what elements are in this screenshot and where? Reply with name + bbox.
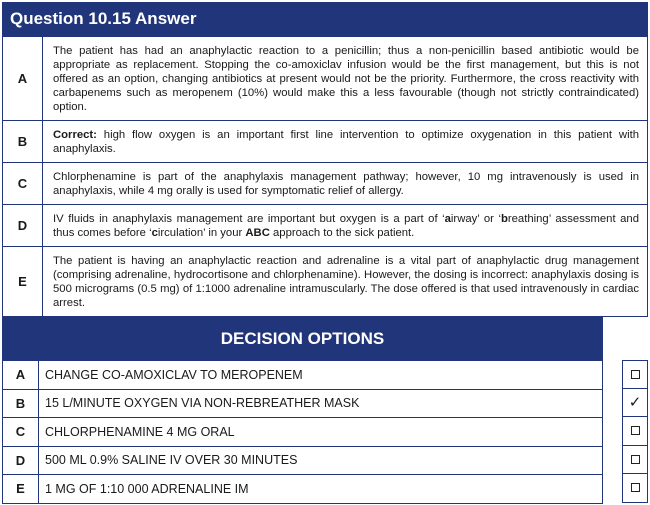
option-label: CHANGE CO-AMOXICLAV TO MEROPENEM — [39, 361, 603, 390]
option-letter: A — [3, 361, 39, 390]
option-letter: D — [3, 446, 39, 475]
checkbox-a[interactable] — [622, 360, 648, 389]
option-letter: C — [3, 418, 39, 447]
answer-letter: B — [3, 121, 43, 163]
answer-letter: E — [3, 247, 43, 317]
decision-options-table — [2, 360, 603, 504]
option-row-e[interactable] — [3, 475, 603, 504]
empty-checkbox-icon — [631, 483, 640, 492]
text-part: IV fluids in anaphylaxis management are important but oxygen is a part of ‘ — [53, 212, 445, 225]
checkmark-icon: ✓ — [628, 393, 642, 411]
text-part: irculation’ in your — [157, 226, 246, 239]
answer-row-a — [3, 37, 648, 121]
checkbox-c[interactable] — [622, 417, 648, 446]
decision-options-title: DECISION OPTIONS — [2, 317, 603, 360]
option-row-d[interactable] — [3, 446, 603, 475]
option-letter: B — [3, 389, 39, 418]
empty-checkbox-icon — [631, 455, 640, 464]
answer-title: Question 10.15 Answer — [2, 2, 648, 36]
text-part: reathing’ assessment and thus comes before ‘ — [53, 212, 639, 239]
answer-row-d — [3, 205, 648, 247]
text-part: approach to the sick patient. — [269, 226, 415, 239]
answer-text — [43, 205, 648, 247]
checkbox-d[interactable] — [622, 446, 648, 475]
text-part: irway’ or ‘ — [450, 212, 501, 225]
option-row-c[interactable] — [3, 418, 603, 447]
text-emphasis: c — [151, 226, 158, 239]
option-row-a[interactable] — [3, 361, 603, 390]
answer-row-e — [3, 247, 648, 317]
option-label: 15 L/MINUTE OXYGEN VIA NON-REBREATHER MASK — [39, 389, 603, 418]
answer-row-c — [3, 163, 648, 205]
answer-row-b — [3, 121, 648, 163]
empty-checkbox-icon — [631, 370, 640, 379]
option-label: 1 MG OF 1:10 000 ADRENALINE IM — [39, 475, 603, 504]
option-label: 500 ML 0.9% SALINE IV OVER 30 MINUTES — [39, 446, 603, 475]
answer-letter: A — [3, 37, 43, 121]
text-emphasis: a — [444, 212, 451, 225]
answer-letter: C — [3, 163, 43, 205]
answer-text — [43, 121, 648, 163]
answer-table — [2, 36, 648, 317]
answer-text: The patient is having an anaphylactic reaction and adrenaline is a vital part of anaphylactic drug management (comprising adrenaline, hydrocortisone and chlorphenamine). However, the dosing is incorrect: anaphylaxis dosing is 500 micrograms (0.5 mg) of 1:1000 adrenaline intramuscularly. The dose offered is that used intravenously in cardiac arrest. — [43, 247, 648, 317]
checkbox-column — [622, 360, 648, 503]
answer-text: Chlorphenamine is part of the anaphylaxis management pathway; however, 10 mg intravenously is used in anaphylaxis, while 4 mg orally is used for symptomatic relief of allergy. — [43, 163, 648, 205]
answer-text: The patient has had an anaphylactic reaction to a penicillin; thus a non-penicillin based antibiotic would be appropriate as replacement. Stopping the co-amoxiclav infusion would be the first management, but this is not offered as an option, changing antibiotics at present would not be the priority. Furthermore, the cross reactivity with carbapenems such as meropenem (10%) would make this a less favourable (though not strictly contraindicated) option. — [43, 37, 648, 121]
checkbox-b[interactable] — [622, 389, 648, 418]
correct-label: Correct: — [53, 128, 97, 141]
answer-letter: D — [3, 205, 43, 247]
text-emphasis: ABC — [245, 226, 270, 239]
text-emphasis: b — [500, 212, 508, 225]
option-row-b[interactable] — [3, 389, 603, 418]
checkbox-e[interactable] — [622, 474, 648, 503]
option-letter: E — [3, 475, 39, 504]
option-label: CHLORPHENAMINE 4 MG ORAL — [39, 418, 603, 447]
empty-checkbox-icon — [631, 426, 640, 435]
answer-text-body: high flow oxygen is an important first line intervention to optimize oxygenation in this patient with anaphylaxis. — [53, 128, 639, 155]
